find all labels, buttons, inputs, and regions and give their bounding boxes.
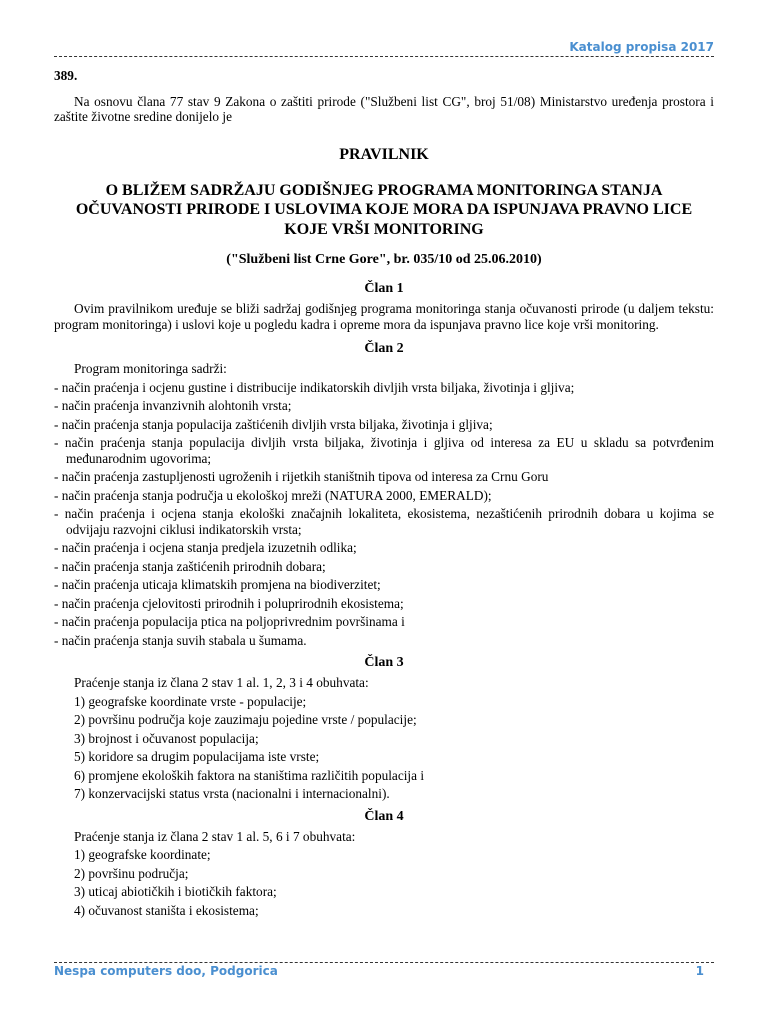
article-4-lead: Praćenje stanja iz člana 2 stav 1 al. 5, 6 i 7 obuhvata:	[74, 828, 356, 844]
footer-company: Nespa computers doo, Podgorica	[54, 964, 278, 978]
list-item: - način praćenja i ocjena stanja predjela izuzetnih odlika;	[54, 540, 357, 555]
article-1-text: Ovim pravilnikom uređuje se bliži sadržaj godišnjeg programa monitoringa stanja očuvanosti prirode (u daljem tekstu: program monitoringa) i uslovi koje u pogledu kadra i opreme mora da ispunjava pravno lice koje vrši monitoring.	[54, 301, 714, 332]
list-item: - način praćenja stanja populacija divljih vrsta biljaka, životinja i gljiva od interesa za EU u skladu sa potvrđenim međunarodnim ugovorima;	[54, 435, 714, 466]
list-item: 5) koridore sa drugim populacijama iste vrste;	[74, 749, 320, 764]
article-1-heading: Član 1	[364, 281, 404, 296]
article-3-list	[54, 694, 714, 802]
article-3-lead: Praćenje stanja iz člana 2 stav 1 al. 1, 2, 3 i 4 obuhvata:	[74, 675, 369, 690]
list-item: - način praćenja zastupljenosti ugroženih i rijetkih staništnih tipova od interesa za Crnu Goru	[54, 469, 549, 484]
footer-divider	[54, 962, 714, 963]
list-item: 3) uticaj abiotičkih i biotičkih faktora;	[74, 884, 277, 899]
article-4-list	[54, 847, 714, 918]
catalog-header: Katalog propisa 2017	[569, 40, 714, 54]
list-item: - način praćenja stanja populacija zaštićenih divljih vrsta biljaka, životinja i gljiva;	[54, 416, 493, 432]
list-item: - način praćenja i ocjenu gustine i distribucije indikatorskih divljih vrsta biljaka, životinja i gljiva;	[54, 379, 575, 395]
article-2-list	[54, 380, 714, 649]
list-item: 6) promjene ekoloških faktora na staništima različitih populacija i	[74, 767, 425, 783]
list-item: 1) geografske koordinate vrste - populacije;	[74, 693, 307, 709]
article-2-heading: Član 2	[364, 341, 404, 356]
header-divider	[54, 56, 714, 57]
list-item: - način praćenja invanzivnih alohtonih vrsta;	[54, 398, 292, 413]
list-item: - način praćenja uticaja klimatskih promjena na biodiverzitet;	[54, 577, 381, 592]
intro-paragraph: Na osnovu člana 77 stav 9 Zakona o zaštiti prirode ("Službeni list CG", broj 51/08) Ministarstvo uređenja prostora i zaštite životne sredine donijelo je	[54, 93, 714, 124]
article-3-heading: Član 3	[364, 655, 404, 670]
list-item: - način praćenja i ocjena stanja ekološki značajnih lokaliteta, ekosistema, nezaštićenih prirodnih dobara u kojima se odvijaju razvojni ciklusi indikatorskih vrsta;	[54, 506, 714, 537]
official-gazette-source: ("Službeni list Crne Gore", br. 035/10 od 25.06.2010)	[226, 252, 542, 267]
list-item: - način praćenja populacija ptica na poljoprivrednim površinama i	[54, 614, 405, 629]
list-item: - način praćenja stanja područja u ekološkoj mreži (NATURA 2000, EMERALD);	[54, 487, 492, 503]
document-subtitle: O BLIŽEM SADRŽAJU GODIŠNJEG PROGRAMA MONITORINGA STANJA OČUVANOSTI PRIRODE I USLOVIMA KOJE MORA DA ISPUNJAVA PRAVNO LICE KOJE VRŠI MONITORING	[75, 181, 693, 238]
document-body	[54, 68, 714, 924]
list-item: 4) očuvanost staništa i ekosistema;	[74, 902, 259, 918]
list-item: 2) površinu područja;	[74, 865, 189, 881]
list-item: - način praćenja cjelovitosti prirodnih i poluprirodnih ekosistema;	[54, 595, 404, 611]
list-item: - način praćenja stanja suvih stabala u šumama.	[54, 632, 307, 648]
list-item: 2) površinu područja koje zauzimaju pojedine vrste / populacije;	[74, 712, 417, 727]
list-item: 1) geografske koordinate;	[74, 847, 211, 862]
page-number: 1	[695, 964, 704, 978]
regulation-number: 389.	[54, 68, 78, 83]
list-item: 3) brojnost i očuvanost populacija;	[74, 730, 259, 746]
article-4-heading: Član 4	[364, 808, 404, 824]
list-item: - način praćenja stanja zaštićenih prirodnih dobara;	[54, 558, 326, 574]
list-item: 7) konzervacijski status vrsta (nacionalni i internacionalni).	[74, 786, 390, 801]
document-title: PRAVILNIK	[339, 145, 429, 163]
article-2-lead: Program monitoringa sadrži:	[74, 361, 227, 376]
